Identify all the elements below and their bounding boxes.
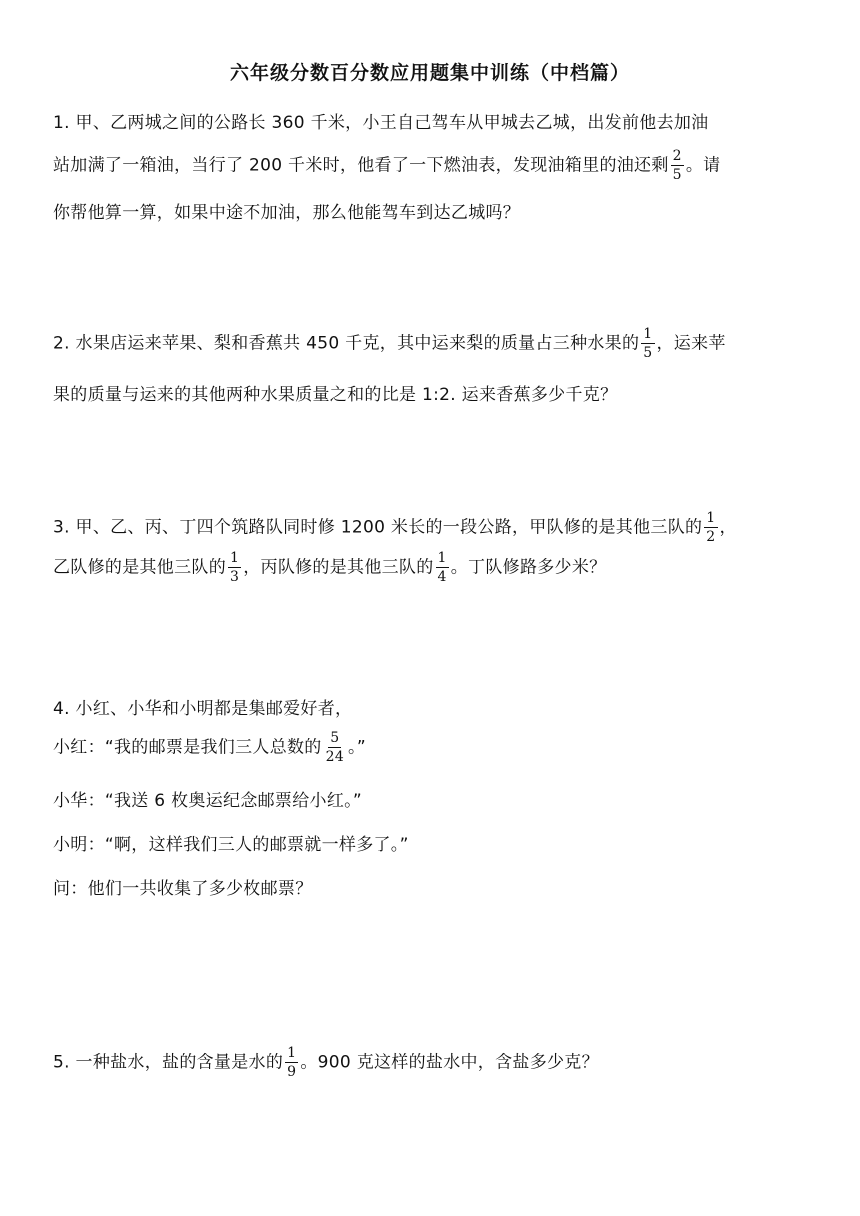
question-3-text-b: ， [719,517,737,538]
question-4-line-1: 4. 小红、小华和小明都是集邮爱好者， [53,699,353,719]
question-3-line-1 [53,510,813,545]
question-1-line-3: 你帮他算一算，如果中途不加油，那么他能驾车到达乙城吗？ [53,203,521,223]
question-2-line-2: 果的质量与运来的其他两种水果质量之和的比是 1:2. 运来香蕉多少千克？ [53,385,618,405]
fraction-numerator: 1 [437,550,447,566]
fraction-denominator: 9 [287,1064,297,1080]
fraction-numerator: 1 [643,326,653,342]
fraction-five-twentyfourths [324,730,346,765]
fraction-denominator: 5 [672,167,682,183]
question-5-line-1 [53,1045,813,1080]
question-2-text-a: 2. 水果店运来苹果、梨和香蕉共 450 千克，其中运来梨的质量占三种水果的 [53,333,640,354]
fraction-denominator: 24 [325,749,345,765]
question-4-line-5: 问：他们一共收集了多少枚邮票？ [53,879,313,899]
question-4-line-2 [53,730,813,765]
worksheet-title: 六年级分数百分数应用题集中训练（中档篇） [229,62,630,84]
question-4-text-b: 。” [348,737,366,758]
question-4-line-3: 小华：“我送 6 枚奥运纪念邮票给小红。” [53,791,363,811]
question-3-text-e: 。丁队修路多少米？ [450,557,607,578]
fraction-denominator: 2 [706,529,716,545]
question-5-text-a: 5. 一种盐水，盐的含量是水的 [53,1052,284,1073]
question-4-text-a: 小红：“我的邮票是我们三人总数的 [53,737,322,758]
question-2-line-1 [53,326,813,361]
fraction-one-fifth [641,326,654,361]
fraction-denominator: 4 [437,569,447,585]
fraction-one-half [704,510,717,545]
question-1-line-1: 1. 甲、乙两城之间的公路长 360 千米，小王自己驾车从甲城去乙城，出发前他去加油 [53,113,709,133]
fraction-numerator: 2 [672,148,682,164]
fraction-one-third [228,550,241,585]
fraction-one-quarter [436,550,449,585]
fraction-numerator: 1 [230,550,240,566]
question-4-line-4: 小明：“啊，这样我们三人的邮票就一样多了。” [53,835,409,855]
question-3-text-c: 乙队修的是其他三队的 [53,557,226,578]
fraction-denominator: 3 [230,569,240,585]
fraction-numerator: 5 [330,730,340,746]
question-5-text-b: 。900 克这样的盐水中，含盐多少克？ [300,1052,599,1073]
question-3-line-2 [53,550,813,585]
fraction-numerator: 1 [287,1045,297,1061]
fraction-denominator: 5 [643,345,653,361]
question-1-text-b: 。请 [685,155,721,176]
question-1-line-2 [53,148,813,183]
question-3-text-a: 3. 甲、乙、丙、丁四个筑路队同时修 1200 米长的一段公路，甲队修的是其他三队的 [53,517,703,538]
fraction-numerator: 1 [706,510,716,526]
question-1-text-a: 站加满了一箱油，当行了 200 千米时，他看了一下燃油表，发现油箱里的油还剩 [53,155,669,176]
fraction-two-fifths [671,148,684,183]
question-2-text-b: ，运来苹 [656,333,726,354]
question-3-text-d: ，丙队修的是其他三队的 [243,557,434,578]
fraction-one-ninth [285,1045,298,1080]
